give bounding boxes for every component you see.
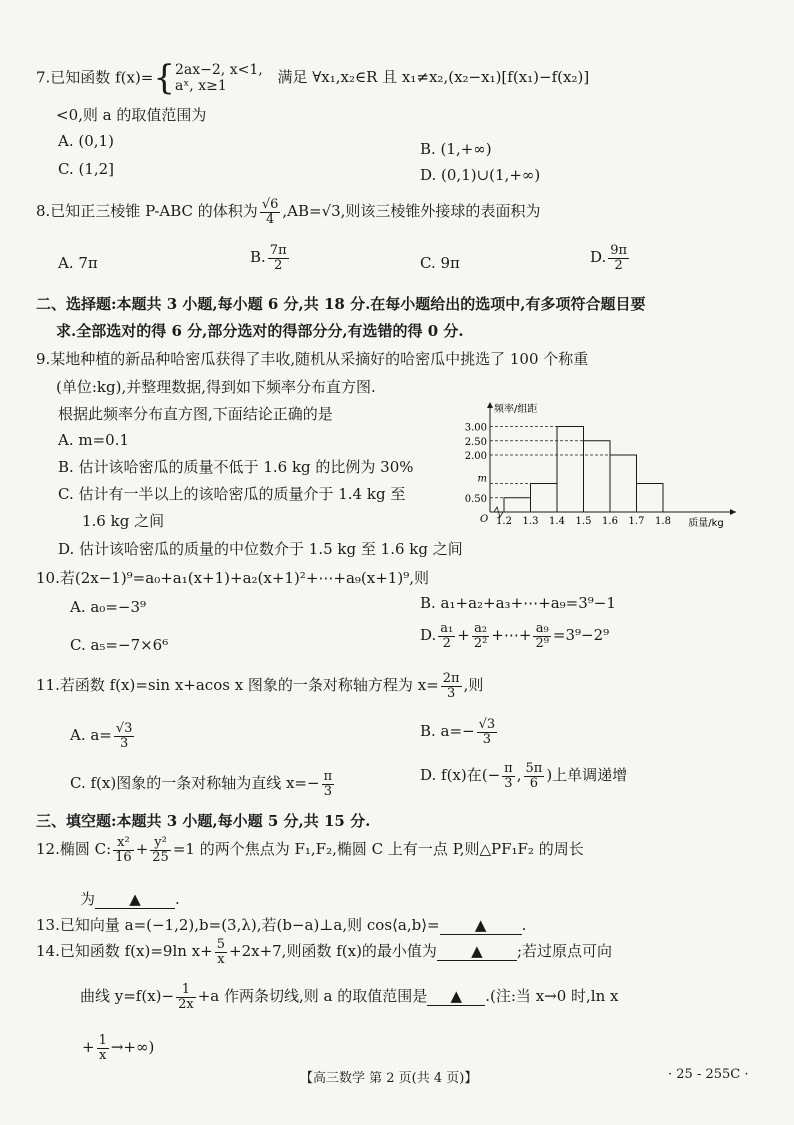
- q9-stem: 9.某地种植的新品种哈密瓜获得了丰收,随机从采摘好的哈密瓜中挑选了 100 个称重: [36, 350, 589, 368]
- q14-note-cont: + $\frac{1}{x}$ →+∞): [82, 1033, 155, 1063]
- histogram-bar: [610, 455, 637, 512]
- histogram-bar: [584, 441, 611, 512]
- q13-stem: 13.已知向量 a=(−1,2),b=(3,λ),若(b−a)⊥a,则 cos⟨a,b⟩= ▲ .: [36, 916, 527, 934]
- q7-option-c: C. (1,2]: [58, 160, 115, 178]
- q7-stem: [36, 58, 589, 99]
- x-tick-label: 1.2: [496, 516, 512, 527]
- page-footer: 【高三数学 第 2 页(共 4 页)】: [300, 1071, 478, 1086]
- y-tick-label: 2.00: [464, 451, 487, 462]
- frequency-histogram: [464, 396, 740, 536]
- q14-answer-blank-2: ▲: [427, 987, 485, 1006]
- y-axis-title: 频率/组距: [494, 404, 538, 415]
- q10-option-b: B. a₁+a₂+a₃+⋯+a₉=3⁹−1: [420, 594, 616, 612]
- q12-answer-blank: ▲: [95, 890, 175, 909]
- x-tick-label: 1.6: [602, 516, 618, 527]
- q10-stem: 10.若(2x−1)⁹=a₀+a₁(x+1)+a₂(x+1)²+⋯+a₉(x+1)⁹,则: [36, 569, 429, 587]
- x-tick-label: 1.8: [655, 516, 671, 527]
- q7-piece1: 2ax−2, x<1,: [175, 62, 263, 79]
- x-axis-arrow-icon: [730, 509, 736, 515]
- q9-option-c-cont: 1.6 kg 之间: [82, 512, 165, 530]
- q7-text: 7.已知函数 f(x)=: [36, 68, 154, 87]
- q8-text: 8.已知正三棱锥 P-ABC 的体积为: [36, 202, 258, 221]
- y-axis-arrow-icon: [487, 402, 493, 408]
- q11-option-a: A. a= $\frac{√3}{3}$: [70, 721, 133, 751]
- q9-option-c: C. 估计有一半以上的该哈密瓜的质量介于 1.4 kg 至: [58, 485, 406, 503]
- q8-stem: [36, 198, 540, 226]
- q14-stem: 14.已知函数 f(x)=9ln x+ $\frac{5}{x}$ +2x+7,则函数 f(x)的最小值为 ▲ ;若过原点可向: [36, 937, 612, 967]
- q12-answer-line: 为 ▲ .: [80, 890, 180, 908]
- q7-option-b: B. (1,+∞): [420, 140, 492, 158]
- exam-code: · 25 - 255C ·: [668, 1067, 749, 1082]
- q7-condition: 满足 ∀x₁,x₂∈R 且 x₁≠x₂,(x₂−x₁)[f(x₁)−f(x₂)]: [277, 68, 590, 87]
- q14-stem-cont: 曲线 y=f(x)− $\frac{1}{2x}$ +a 作两条切线,则 a 的取值范围是 ▲ .(注:当 x→0 时,ln x: [80, 982, 619, 1012]
- y-tick-label: m: [477, 473, 487, 485]
- q10-option-a: A. a₀=−3⁹: [70, 598, 147, 616]
- q8-option-c: C. 9π: [420, 254, 460, 272]
- q7-stem-cont: <0,则 a 的取值范围为: [56, 106, 207, 124]
- x-tick-label: 1.4: [549, 516, 565, 527]
- histogram-bar: [504, 498, 531, 512]
- q10-option-c: C. a₅=−7×6⁶: [70, 636, 169, 654]
- x-axis-title: 质量/kg: [688, 518, 724, 529]
- y-tick-label: 3.00: [464, 422, 487, 434]
- histogram-plot: [465, 402, 736, 529]
- histogram-bar: [637, 484, 664, 513]
- section2-heading-cont: 求.全部选对的得 6 分,部分选对的得部分分,有选错的得 0 分.: [56, 322, 464, 340]
- histogram-bar: [557, 427, 584, 513]
- q8-option-d: D. $\frac{9\pi}{2}$: [590, 243, 628, 273]
- x-tick-label: 1.3: [522, 516, 539, 527]
- q7-option-d: D. (0,1)∪(1,+∞): [420, 166, 541, 184]
- section3-heading: 三、填空题:本题共 3 小题,每小题 5 分,共 15 分.: [36, 812, 371, 830]
- q8-text-cont: ,AB=√3,则该三棱锥外接球的表面积为: [282, 202, 541, 221]
- q9-option-a: A. m=0.1: [58, 431, 130, 449]
- y-tick-label: 0.50: [464, 493, 487, 505]
- x-tick-label: 1.5: [575, 516, 592, 527]
- q8-option-a: A. 7π: [58, 254, 98, 272]
- q12-stem: 12.椭圆 C: $\frac{\text{x²}}{16}$ + $\frac{\text{y²}}{25}$ =1 的两个焦点为 F₁,F₂,椭圆 C 上有一点 P,则△PF₁F₂ 的周长: [36, 835, 584, 865]
- section2-heading: 二、选择题:本题共 3 小题,每小题 6 分,共 18 分.在每小题给出的选项中,有多项符合题目要: [36, 295, 646, 313]
- q9-option-b: B. 估计该哈密瓜的质量不低于 1.6 kg 的比例为 30%: [58, 458, 414, 476]
- q11-option-d: D. f(x)在(− $\frac{\pi}{3}$ , $\frac{5\pi}{6}$ )上单调递增: [420, 761, 628, 791]
- brace-icon: {: [153, 58, 176, 98]
- q7-piecewise: [175, 62, 263, 94]
- origin-label: O: [480, 514, 489, 525]
- q9-option-d: D. 估计该哈密瓜的质量的中位数介于 1.5 kg 至 1.6 kg 之间: [58, 540, 463, 558]
- y-tick-label: 2.50: [464, 436, 487, 448]
- q11-option-c: C. f(x)图象的一条对称轴为直线 x=− $\frac{\pi}{3}$: [70, 769, 333, 799]
- x-tick-label: 1.7: [628, 516, 645, 527]
- q13-answer-blank: ▲: [440, 916, 522, 935]
- q14-answer-blank-1: ▲: [437, 942, 517, 961]
- q7-piece2: aˣ, x≥1: [175, 78, 227, 95]
- q7-option-a: A. (0,1): [58, 132, 114, 150]
- q8-option-b: B. $\frac{7\pi}{2}$: [250, 243, 287, 273]
- q10-option-d: D. $\frac{\text{a₁}}{2}$ + $\frac{\text{a₂}}{\text{2²}}$ +⋯+ $\frac{\text{a₉}}{\text{2⁹}}$ =3⁹−2⁹: [420, 621, 610, 651]
- q8-volume-fraction: $\frac{√6}{4}$: [261, 197, 279, 227]
- q9-stem-cont2: 根据此频率分布直方图,下面结论正确的是: [58, 405, 333, 423]
- q11-stem: 11.若函数 f(x)=sin x+acos x 图象的一条对称轴方程为 x= $\frac{2\pi}{3}$ ,则: [36, 671, 484, 701]
- q11-option-b: B. a=− $\frac{√3}{3}$: [420, 717, 496, 747]
- histogram-bar: [531, 484, 558, 513]
- q9-stem-cont: (单位:kg),并整理数据,得到如下频率分布直方图.: [56, 378, 376, 396]
